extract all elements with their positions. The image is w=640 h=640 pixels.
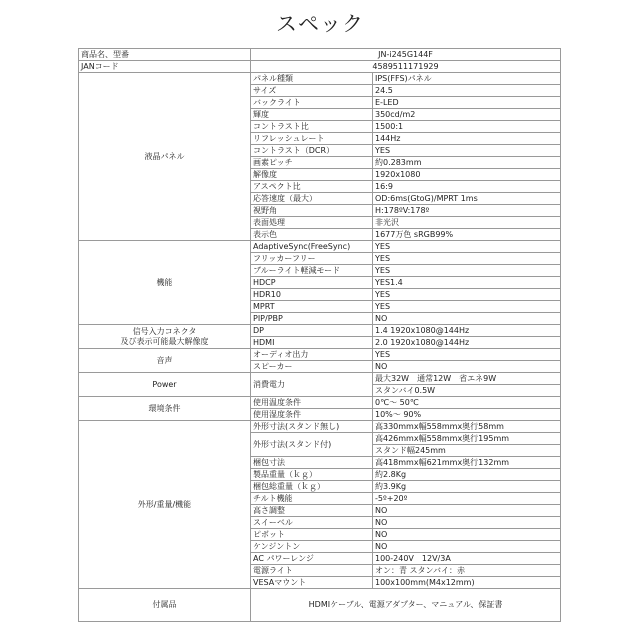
spec-value: IPS(FFS)パネル	[373, 73, 561, 85]
spec-label: リフレッシュレート	[251, 133, 373, 145]
section-name-line: 及び表示可能最大解像度	[120, 336, 209, 346]
spec-value: 最大32W 通常12W 省エネ9W	[373, 373, 561, 385]
spec-label: 表示色	[251, 229, 373, 241]
spec-value: オン：青 スタンバイ：赤	[373, 565, 561, 577]
spec-value: NO	[373, 517, 561, 529]
spec-label: HDCP	[251, 277, 373, 289]
spec-label: 使用温度条件	[251, 397, 373, 409]
spec-value: 約0.283mm	[373, 157, 561, 169]
spec-value: YES	[373, 241, 561, 253]
spec-label: 外形寸法(スタンド無し)	[251, 421, 373, 433]
spec-label: 消費電力	[251, 373, 373, 397]
spec-label: 高さ調整	[251, 505, 373, 517]
spec-value: NO	[373, 313, 561, 325]
spec-label: 解像度	[251, 169, 373, 181]
spec-label: 電源ライト	[251, 565, 373, 577]
spec-value: 2.0 1920x1080@144Hz	[373, 337, 561, 349]
row-label: JANコード	[79, 61, 251, 73]
spec-label: スピーカー	[251, 361, 373, 373]
spec-label: 外形寸法(スタンド付)	[251, 433, 373, 457]
spec-label: 視野角	[251, 205, 373, 217]
spec-value: YES1.4	[373, 277, 561, 289]
spec-label: HDMI	[251, 337, 373, 349]
spec-label: ブルーライト軽減モード	[251, 265, 373, 277]
spec-value: YES	[373, 145, 561, 157]
spec-value: 100x100mm(M4x12mm)	[373, 577, 561, 589]
spec-value: NO	[373, 361, 561, 373]
spec-value: 24.5	[373, 85, 561, 97]
spec-value: NO	[373, 541, 561, 553]
spec-label: VESAマウント	[251, 577, 373, 589]
spec-label: コントラスト（DCR）	[251, 145, 373, 157]
spec-value: 高330mmx幅558mmx奥行58mm	[373, 421, 561, 433]
spec-label: 梱包寸法	[251, 457, 373, 469]
spec-value: YES	[373, 289, 561, 301]
spec-value: OD:6ms(GtoG)/MPRT 1ms	[373, 193, 561, 205]
spec-value: スタンド幅245mm	[373, 445, 561, 457]
spec-table	[78, 48, 561, 622]
spec-label: 使用湿度条件	[251, 409, 373, 421]
spec-label: フリッカーフリー	[251, 253, 373, 265]
section-name: 外形/重量/機能	[79, 421, 251, 589]
table-row	[79, 589, 561, 622]
spec-value: YES	[373, 349, 561, 361]
spec-label: 応答速度（最大）	[251, 193, 373, 205]
spec-value: スタンバイ0.5W	[373, 385, 561, 397]
spec-value: YES	[373, 265, 561, 277]
table-row	[79, 421, 561, 433]
section-name: 環境条件	[79, 397, 251, 421]
table-row	[79, 49, 561, 61]
table-row	[79, 373, 561, 385]
spec-value: NO	[373, 505, 561, 517]
spec-value: 10%～ 90%	[373, 409, 561, 421]
spec-value: -5º+20º	[373, 493, 561, 505]
section-name-line: 信号入力コネクタ	[132, 326, 197, 336]
accessories-label: 付属品	[79, 589, 251, 622]
spec-value: 1500:1	[373, 121, 561, 133]
section-name: 液晶パネル	[79, 73, 251, 241]
spec-label: ピボット	[251, 529, 373, 541]
spec-label: ケンジントン	[251, 541, 373, 553]
spec-label: HDR10	[251, 289, 373, 301]
spec-label: MPRT	[251, 301, 373, 313]
spec-value: 16:9	[373, 181, 561, 193]
spec-label: オーディオ出力	[251, 349, 373, 361]
spec-label: 梱包総重量（ｋｇ）	[251, 481, 373, 493]
spec-label: アスペクト比	[251, 181, 373, 193]
row-value: 4589511171929	[251, 61, 561, 73]
table-row	[79, 61, 561, 73]
row-value: JN-i245G144F	[251, 49, 561, 61]
spec-value: 1920x1080	[373, 169, 561, 181]
spec-value: 高426mmx幅558mmx奥行195mm	[373, 433, 561, 445]
table-row	[79, 349, 561, 361]
spec-label: バックライト	[251, 97, 373, 109]
spec-value: YES	[373, 301, 561, 313]
spec-label: スイーベル	[251, 517, 373, 529]
table-row	[79, 325, 561, 337]
spec-value: 約2.8Kg	[373, 469, 561, 481]
row-label: 商品名、型番	[79, 49, 251, 61]
spec-label: 表面処理	[251, 217, 373, 229]
section-name: 機能	[79, 241, 251, 325]
spec-value: 約3.9Kg	[373, 481, 561, 493]
page-title: スペック	[276, 12, 364, 36]
spec-value: 350cd/m2	[373, 109, 561, 121]
spec-value: NO	[373, 529, 561, 541]
spec-value: 1677万色 sRGB99%	[373, 229, 561, 241]
spec-label: コントラスト比	[251, 121, 373, 133]
spec-label: チルト機能	[251, 493, 373, 505]
spec-value: H:178ºV:178º	[373, 205, 561, 217]
table-row	[79, 397, 561, 409]
spec-label: PIP/PBP	[251, 313, 373, 325]
section-name: 音声	[79, 349, 251, 373]
spec-value: 0℃～ 50℃	[373, 397, 561, 409]
spec-label: 製品重量（ｋｇ）	[251, 469, 373, 481]
spec-label: パネル種類	[251, 73, 373, 85]
spec-value: E-LED	[373, 97, 561, 109]
spec-label: AC パワーレンジ	[251, 553, 373, 565]
table-row	[79, 73, 561, 85]
spec-value: 非光沢	[373, 217, 561, 229]
table-row	[79, 241, 561, 253]
spec-label: 画素ピッチ	[251, 157, 373, 169]
spec-label: DP	[251, 325, 373, 337]
spec-value: 100-240V 12V/3A	[373, 553, 561, 565]
spec-value: YES	[373, 253, 561, 265]
spec-value: 144Hz	[373, 133, 561, 145]
spec-label: 輝度	[251, 109, 373, 121]
accessories-value: HDMIケーブル、電源アダプター、マニュアル、保証書	[251, 589, 561, 622]
spec-value: 高418mmx幅621mmx奥行132mm	[373, 457, 561, 469]
section-name	[79, 325, 251, 349]
spec-label: AdaptiveSync(FreeSync)	[251, 241, 373, 253]
spec-label: サイズ	[251, 85, 373, 97]
section-name: Power	[79, 373, 251, 397]
spec-value: 1.4 1920x1080@144Hz	[373, 325, 561, 337]
